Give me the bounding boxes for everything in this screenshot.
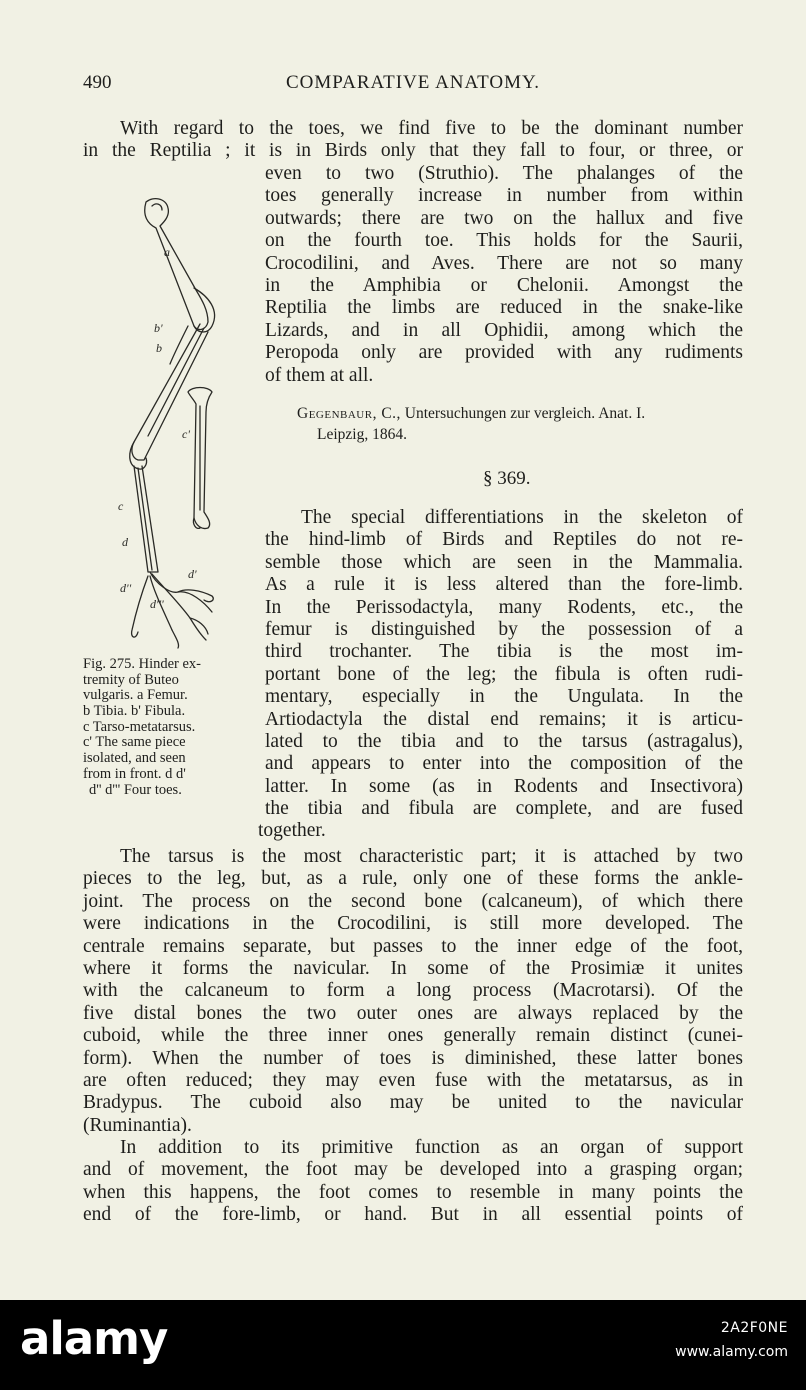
- body-top: [83, 118, 743, 163]
- figure-label-d-triple: d''': [150, 597, 164, 611]
- text-line: The special differentiations in the skeleton of: [301, 507, 743, 528]
- text-line: Bradypus. The cuboid also may be united to the navicular: [83, 1092, 743, 1114]
- text-line: in the Reptilia ; it is in Birds only that they fall to four, or three, or: [83, 140, 743, 162]
- figure-label-c: c: [118, 499, 124, 513]
- section-heading: § 369.: [483, 468, 531, 489]
- figure-label-b-prime: b': [154, 321, 163, 335]
- text-line: As a rule it is less altered than the fore-limb.: [265, 574, 743, 596]
- text-line: five distal bones the two outer ones are always replaced by the: [83, 1002, 743, 1024]
- caption-line: from in front. d d': [83, 765, 186, 782]
- text-line: In addition to its primitive function as an organ of support: [120, 1137, 743, 1159]
- text-line: the tibia and fibula are complete, and are fused: [265, 798, 743, 820]
- figure-label-d-double: d'': [120, 581, 132, 595]
- text-line: The tarsus is the most characteristic part; it is attached by two: [120, 846, 743, 867]
- text-line: end of the fore-limb, or hand. But in all essential points of: [83, 1204, 743, 1226]
- body-right-column: [265, 163, 743, 387]
- text-line: cuboid, while the three inner ones generally remain distinct (cunei-: [83, 1025, 743, 1047]
- body-bottom: [83, 846, 743, 1227]
- text-line: where it forms the navicular. In some of the Prosimiæ it unites: [83, 957, 743, 979]
- text-line: the hind-limb of Birds and Reptiles do not re-: [265, 529, 743, 551]
- text-line: semble those which are seen in the Mammalia.: [265, 551, 743, 573]
- text-line: form). When the number of toes is diminished, these latter bones: [83, 1047, 743, 1069]
- caption-line: tremity of Buteo: [83, 671, 179, 688]
- caption-line: isolated, and seen: [83, 750, 186, 767]
- text-line: on the fourth toe. This holds for the Saurii,: [265, 230, 743, 252]
- alamy-logo: alamy: [20, 1312, 168, 1365]
- text-line: joint. The process on the second bone (calcaneum), of which there: [83, 890, 743, 912]
- text-line: pieces to the leg, but, as a rule, only one of these forms the ankle-: [83, 868, 743, 890]
- text-line: centrale remains separate, but passes to the inner edge of the foot,: [83, 935, 743, 957]
- bird-hindlimb-drawing: [108, 192, 238, 652]
- text-line: latter. In some (as in Rodents and Insectivora): [265, 775, 743, 797]
- text-line: even to two (Struthio). The phalanges of the: [265, 163, 743, 184]
- figure-label-c-prime: c': [182, 427, 190, 441]
- watermark-url: www.alamy.com: [675, 1344, 788, 1360]
- text-line: third trochanter. The tibia is the most im-: [265, 641, 743, 663]
- text-line: when this happens, the foot comes to resemble in many points the: [83, 1181, 743, 1203]
- caption-line: b Tibia. b' Fibula.: [83, 703, 186, 720]
- figure-label-b: b: [156, 341, 162, 355]
- text-line: Reptilia the limbs are reduced in the snake-like: [265, 297, 743, 319]
- text-line: In the Perissodactyla, many Rodents, etc., the: [265, 596, 743, 618]
- text-line: (Ruminantia).: [83, 1114, 192, 1136]
- text-line: and appears to enter into the composition of the: [265, 753, 743, 775]
- text-line: together.: [258, 820, 326, 842]
- text-line: were indications in the Crocodilini, is still more developed. The: [83, 913, 743, 935]
- watermark-banner: [0, 1300, 806, 1390]
- text-line: are often reduced; they may even fuse with the metatarsus, as in: [83, 1069, 743, 1091]
- text-line: Lizards, and in all Ophidii, among which the: [265, 319, 743, 341]
- text-line: femur is distinguished by the possession of a: [265, 618, 743, 640]
- caption-line: Fig. 275. Hinder ex-: [83, 656, 201, 672]
- text-line: in the Amphibia or Chelonii. Amongst the: [265, 274, 743, 296]
- caption-line: c Tarso-metatarsus.: [83, 718, 196, 735]
- text-line: portant bone of the leg; the fibula is often rudi-: [265, 663, 743, 685]
- text-line: lated to the tibia and to the tarsus (astragalus),: [265, 730, 743, 752]
- leg-bone-illustration: [108, 192, 238, 652]
- text-line: with the calcaneum to form a long process (Macrotarsi). Of the: [83, 980, 743, 1002]
- reference-title: Untersuchungen zur vergleich. Anat. I.: [404, 405, 646, 422]
- text-line: mentary, especially in the Ungulata. In the: [265, 686, 743, 708]
- text-line: Artiodactyla the distal end remains; it is articu-: [265, 708, 743, 730]
- text-line: Peropoda only are provided with any rudiments: [265, 342, 743, 364]
- bibliographic-reference: [297, 403, 743, 445]
- text-line: outwards; there are two on the hallux and five: [265, 207, 743, 229]
- caption-line: vulgaris. a Femur.: [83, 687, 188, 704]
- figure-label-a: a: [164, 245, 170, 259]
- reference-author: Gegenbaur, C.,: [297, 405, 401, 422]
- page-number: 490: [83, 72, 112, 93]
- figure-caption: [83, 657, 255, 798]
- text-line: and of movement, the foot may be developed into a grasping organ;: [83, 1159, 743, 1181]
- caption-line: c' The same piece: [83, 734, 186, 751]
- section-right-column: [258, 507, 743, 843]
- figure-label-d: d: [122, 535, 128, 549]
- figure-label-d-prime: d': [188, 567, 197, 581]
- running-title: COMPARATIVE ANATOMY.: [286, 72, 541, 93]
- reference-place: Leipzig, 1864.: [317, 426, 407, 443]
- text-line: of them at all.: [265, 364, 374, 386]
- text-line: With regard to the toes, we find five to be the dominant number: [120, 118, 743, 139]
- page-header: [83, 72, 743, 98]
- caption-line: d'' d''' Four toes.: [89, 781, 182, 798]
- image-id: 2A2F0NE: [720, 1320, 788, 1336]
- text-line: toes generally increase in number from within: [265, 185, 743, 207]
- text-line: Crocodilini, and Aves. There are not so many: [265, 252, 743, 274]
